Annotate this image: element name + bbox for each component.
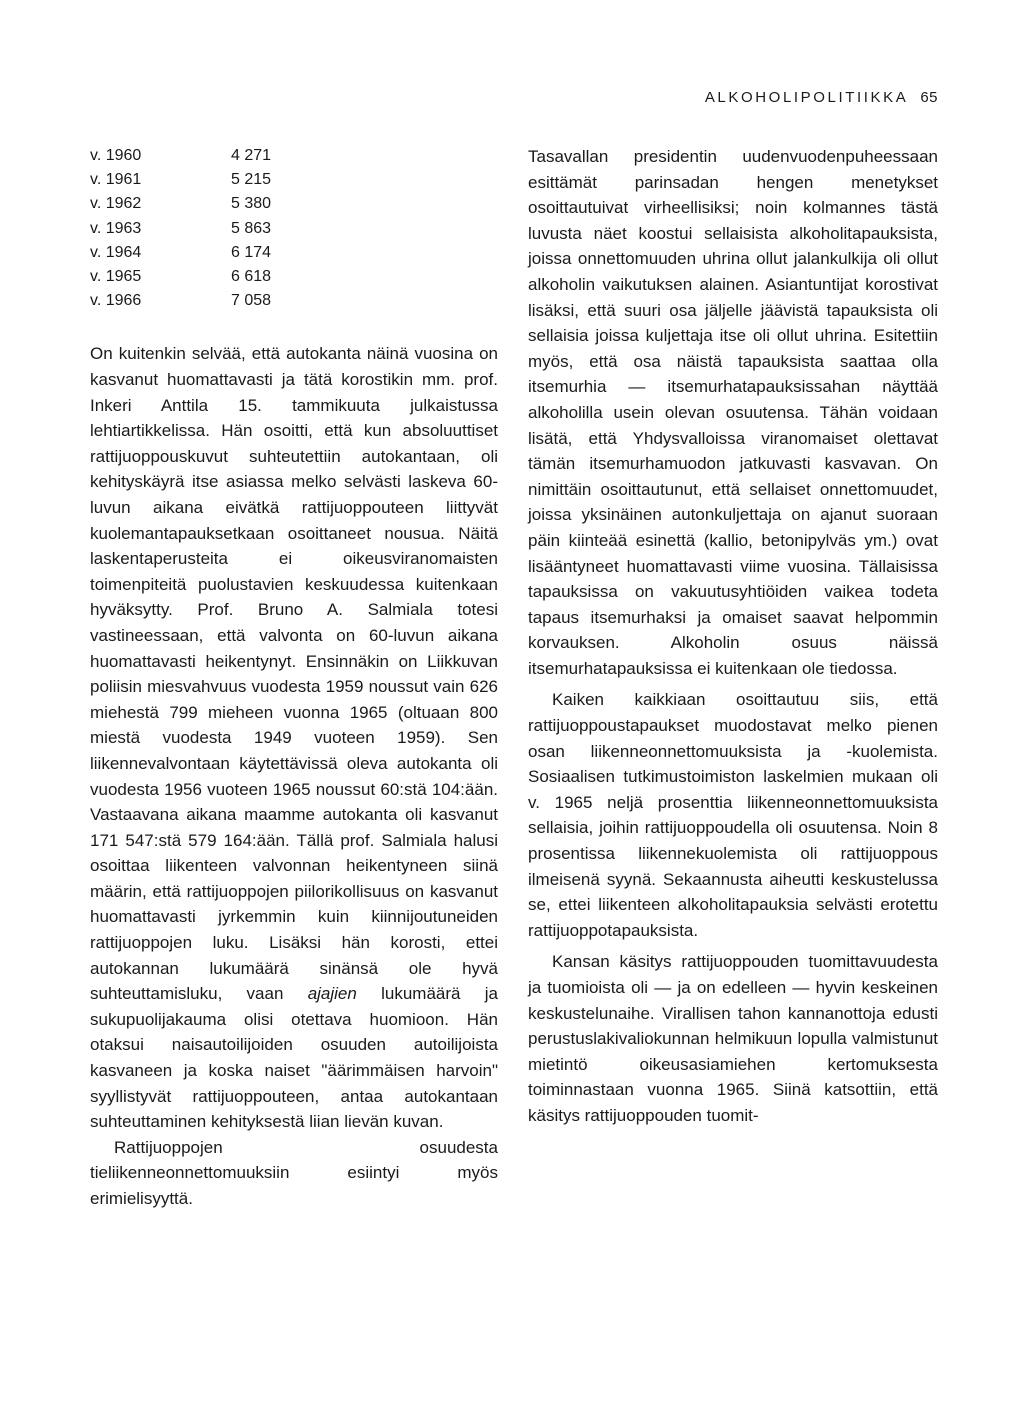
body-paragraph: Kansan käsitys rattijuoppouden tuomittavuudesta ja tuomioista oli — ja on edelleen — hyvin keskeinen keskustelunaihe. Virallisen tahon kannanottoja edusti perustuslakivaliokunnan helmikuun lopulla valmistunut mietintö oikeusasiamiehen kertomuksesta toiminnastaan vuonna 1965. Siinä katsottiin, että käsitys rattijuoppouden tuomit- [528,952,938,1125]
value-cell: 5 215 [231,171,272,189]
table-row [90,265,271,289]
running-header [705,88,938,108]
right-column [528,144,938,1129]
left-column [90,144,498,1212]
table-row [90,217,271,241]
running-title: ALKOHOLIPOLITIIKKA [704,89,908,106]
value-cell: 7 058 [231,292,272,310]
table-row [90,289,271,313]
body-paragraph: Kaiken kaikkiaan osoittautuu siis, että rattijuoppoustapaukset muodostavat melko pienen osan liikenneonnettomuuksista ja -kuolemista. Sosiaalisen tutkimustoimiston laskelmien mukaan oli v. 1965 neljä prosenttia liikenneonnettomuuksista sellaisia, joihin rattijuoppoudella oli osuutensa. Noin 8 prosentissa liikennekuolemista oli rattijuoppous ilmeisenä syynä. Sekaannusta aiheutti keskustelussa se, ettei liikenteen alkoholitapauksia selvästi erotettu rattijuoppotapauksista. [528,690,938,940]
value-cell: 5 863 [231,219,272,237]
emphasized-word: ajajien [307,984,357,1004]
table-row [90,192,271,216]
body-paragraph [90,341,498,1134]
value-cell: 6 618 [231,268,272,286]
year-cell: v. 1960 [90,147,142,164]
table-row [90,168,271,192]
body-paragraph: Tasavallan presidentin uudenvuodenpuheessaan esittämät parinsadan hengen menetykset osoittautuivat virheellisiksi; noin kolmannes tästä luvusta näet koostui sellaisista alkoholitapauksista, joissa onnettomuuden uhrina ollut jalankulkija oli ollut alkoholin vaikutuksen alainen. Asiantuntijat korostivat lisäksi, että suuri osa jäljelle jäävistä tapauksista oli sellaisia joissa kuljettaja itse oli ollut uhrina. Esitettiin myös, että osa näistä tapauksista saattaa olla itsemurhia — itsemurhatapauksissahan näyttää alkoholilla usein olevan osuutensa. Tähän voidaan lisätä, että Yhdysvalloissa viranomaiset olettavat tämän itsemurhamuodon jatkuvasti kasvavan. On nimittäin osoittautunut, että sellaiset onnettomuudet, joissa yksinäinen autonkuljettaja on ajanut suoraan päin kiinteää esinettä (kallio, betonipylväs ym.) ovat lisääntyneet huomattavasti viime vuosina. Tällaisissa tapauksissa on vakuutusyhtiöiden vaikea todeta tapaus itsemurhaksi ja omaiset saavat helpommin korvauksen. Alkoholin osuus näissä itsemurhatapauksissa ei kuitenkaan ole tiedossa. [528,147,938,678]
table-row [90,144,271,168]
value-cell: 4 271 [231,147,272,164]
year-cell: v. 1965 [90,268,142,286]
year-cell: v. 1962 [90,195,142,213]
paragraph-text: On kuitenkin selvää, että autokanta näinä vuosina on kasvanut huomattavasti ja tätä korostikin mm. prof. Inkeri Anttila 15. tammikuuta julkaistussa lehtiartikkelissa. Hän osoitti, että kun absoluuttiset rattijuoppouskuvut suhteutettiin autokantaan, oli kehityskäyrä itse asiassa melko selvästi laskeva 60-luvun aikana eivätkä rattijuoppouteen liittyvät kuolemantapauksetkaan osoittaneet nousua. Näitä laskentaperusteita ei oikeusviranomaisten toimenpiteitä puolustavien keskuudessa kuitenkaan hyväksytty. Prof. Bruno A. Salmiala totesi vastineessaan, että valvonta on 60-luvun aikana huomattavasti heikentynyt. Ensinnäkin on Liikkuvan poliisin miesvahvuus vuodesta 1959 noussut vain 626 miehestä 799 mieheen vuonna 1965 (oltuaan 800 miestä vuodesta 1949 vuoteen 1959). Sen liikennevalvontaan käytettävissä oleva autokanta oli vuodesta 1956 vuoteen 1965 noussut 60:stä 104:ään. Vastaavana aikana maamme autokanta oli kasvanut 171 547:stä 579 164:ään. Tällä prof. Salmiala halusi osoittaa liikenteen valvonnan heikentyneen siinä määrin, että rattijuoppojen piilorikollisuus on kasvanut huomattavasti jyrkemmin kuin kiinnijoutuneiden rattijuoppojen luku. Lisäksi hän korosti, ettei autokannan lukumäärä sinänsä ole hyvä suhteuttamisluku, vaan [90,344,498,1004]
body-paragraph: Rattijuoppojen osuudesta tieliikenneonnettomuuksiin esiintyi myös erimielisyyttä. [90,1137,498,1209]
year-cell: v. 1966 [90,292,142,310]
paragraph-text: lukumäärä ja sukupuolijakauma olisi otettava huomioon. Hän otaksui naisautoilijoiden osuuden autoilijoista kasvaneen ja koska naiset "äärimmäisen harvoin" syyllistyvät rattijuoppouteen, antaa autokantaan suhteuttaminen kehityksestä liian lievän kuvan. [90,984,498,1132]
value-cell: 5 380 [231,195,272,213]
yearly-statistics-table [90,144,271,313]
value-cell: 6 174 [231,243,272,261]
year-cell: v. 1964 [90,243,142,261]
year-cell: v. 1961 [90,171,142,189]
year-cell: v. 1963 [90,219,142,237]
table-row [90,241,271,265]
page-number: 65 [920,89,938,106]
